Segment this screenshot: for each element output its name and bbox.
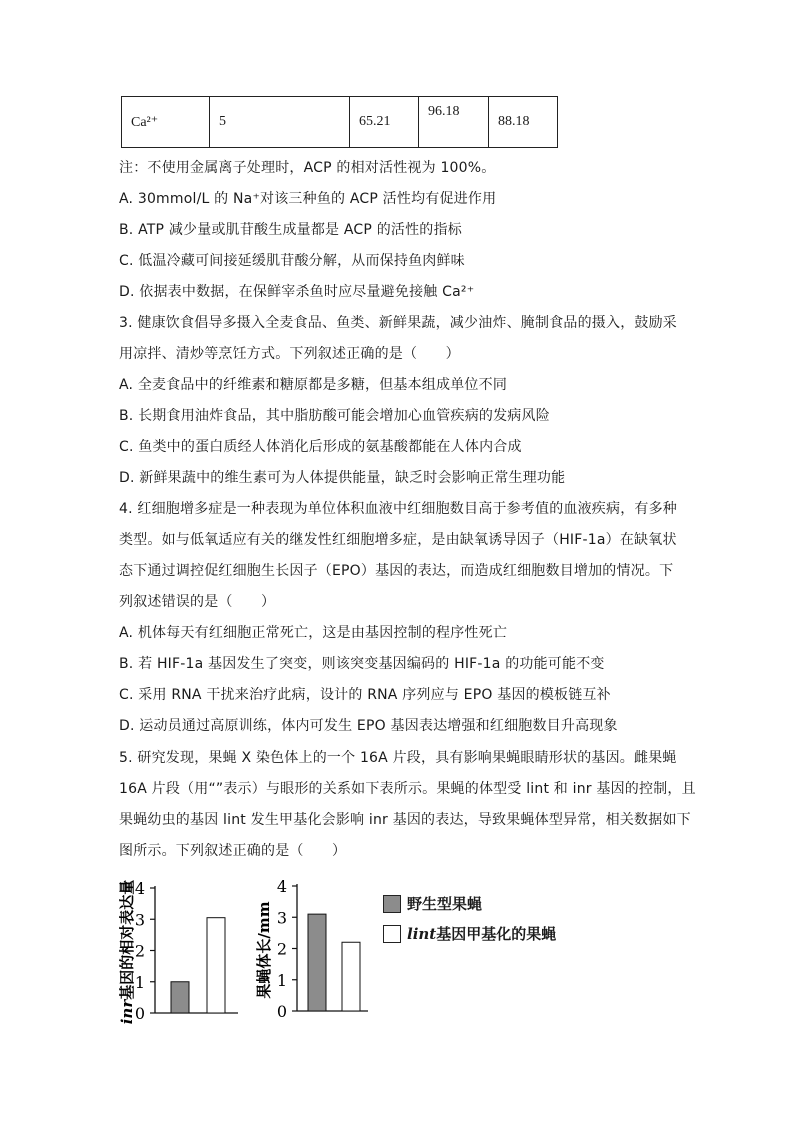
chart2-ylabel: 果蝇体长/mm: [255, 901, 273, 999]
chart1-bar-wild-type: [171, 982, 189, 1013]
chart2-bar-wild-type: [308, 914, 326, 1011]
q2-option-c: C. 低温冷藏可间接延缓肌苷酸分解，从而保持鱼肉鲜味: [119, 253, 465, 269]
table-note: 注：不使用金属离子处理时，ACP 的相对活性视为 100%。: [119, 160, 496, 176]
q2-option-d: D. 依据表中数据，在保鲜宰杀鱼时应尽量避免接触 Ca²⁺: [119, 284, 475, 300]
chart1-ylabel-italic: inr: [118, 999, 136, 1025]
q3-stem-line-1: 3. 健康饮食倡导多摄入全麦食品、鱼类、新鲜果蔬，减少油炸、腌制食品的摄入，鼓励采: [119, 315, 678, 331]
chart1-tick-label: 2: [134, 941, 145, 961]
q3-stem-line-2: 用凉拌、清炒等烹饪方式。下列叙述正确的是（ ）: [119, 346, 460, 362]
chart1-bar-lint-methylated: [207, 918, 225, 1013]
table-cell-concentration: 5: [210, 97, 350, 148]
legend-label-italic: lint: [407, 925, 437, 943]
legend-swatch-wild-type: [383, 895, 401, 913]
q4-stem-line-4: 列叙述错误的是（ ）: [119, 594, 276, 610]
chart2-tick-label: 0: [276, 1002, 287, 1021]
table-cell-value-2: [419, 97, 489, 148]
q4-option-c: C. 采用 RNA 干扰来治疗此病，设计的 RNA 序列应与 EPO 基因的模板链互补: [119, 687, 611, 703]
q3-option-b: B. 长期食用油炸食品，其中脂肪酸可能会增加心血管疾病的发病风险: [119, 408, 550, 424]
table-cell-value-3: 88.18: [489, 97, 558, 148]
legend-label-rest: 基因甲基化的果蝇: [436, 925, 557, 943]
inr-expression-chart: [110, 870, 250, 1030]
q2-option-a: A. 30mmol/L 的 Na⁺对该三种鱼的 ACP 活性均有促进作用: [119, 191, 497, 207]
q3-option-d: D. 新鲜果蔬中的维生素可为人体提供能量，缺乏时会影响正常生理功能: [119, 470, 566, 486]
legend-swatch-lint-methylated: [383, 925, 401, 943]
chart1-ylabel: [118, 880, 136, 1025]
q4-option-a: A. 机体每天有红细胞正常死亡，这是由基因控制的程序性死亡: [119, 625, 508, 641]
table-row: [122, 97, 558, 148]
q5-stem-line-3: 果蝇幼虫的基因 lint 发生甲基化会影响 inr 基因的表达，导致果蝇体型异常，相关数据如下: [119, 812, 691, 828]
q4-stem-line-3: 态下通过调控促红细胞生长因子（EPO）基因的表达，而造成红细胞数目增加的情况。下: [119, 563, 674, 579]
chart2-tick-label: 2: [276, 939, 287, 959]
chart1-tick-label: 4: [134, 879, 145, 898]
table-cell-ion: Ca²⁺: [122, 97, 210, 148]
q2-option-b: B. ATP 减少量或肌苷酸生成量都是 ACP 的活性的指标: [119, 222, 462, 238]
chart1-y-ticks: [135, 879, 155, 1023]
q4-stem-line-1: 4. 红细胞增多症是一种表现为单位体积血液中红细胞数目高于参考值的血液疾病，有多种: [119, 501, 678, 517]
chart2-tick-label: 4: [276, 877, 287, 896]
legend-label-lint-methylated: [407, 923, 556, 944]
chart2-bar-lint-methylated: [342, 942, 360, 1011]
legend-label-wild-type: 野生型果蝇: [407, 895, 483, 913]
table-cell-value-2-text: 96.18: [428, 104, 460, 119]
metal-ion-table: [121, 96, 558, 148]
q5-stem-line-1: 5. 研究发现，果蝇 X 染色体上的一个 16A 片段，具有影响果蝇眼睛形状的基因。雌果蝇: [119, 750, 677, 766]
body-length-chart: [255, 870, 375, 1030]
q3-option-c: C. 鱼类中的蛋白质经人体消化后形成的氨基酸都能在人体内合成: [119, 439, 522, 455]
chart1-tick-label: 0: [134, 1004, 145, 1023]
chart1-tick-label: 3: [134, 910, 145, 930]
chart2-tick-label: 1: [276, 970, 287, 990]
q4-stem-line-2: 类型。如与低氧适应有关的继发性红细胞增多症，是由缺氧诱导因子（HIF-1a）在缺氧状: [119, 532, 677, 548]
table-cell-value-1: 65.21: [350, 97, 419, 148]
q5-stem-line-2: 16A 片段（用“”表示）与眼形的关系如下表所示。果蝇的体型受 lint 和 inr 基因的控制，且: [119, 781, 696, 797]
q4-option-b: B. 若 HIF-1a 基因发生了突变，则该突变基因编码的 HIF-1a 的功能可能不变: [119, 656, 605, 672]
q3-option-a: A. 全麦食品中的纤维素和糖原都是多糖，但基本组成单位不同: [119, 377, 508, 393]
chart1-tick-label: 1: [134, 972, 145, 992]
q4-option-d: D. 运动员通过高原训练，体内可发生 EPO 基因表达增强和红细胞数目升高现象: [119, 718, 618, 734]
chart2-tick-label: 3: [276, 908, 287, 928]
chart2-y-ticks: [277, 877, 297, 1021]
q5-stem-line-4: 图所示。下列叙述正确的是（ ）: [119, 843, 347, 859]
chart1-ylabel-rest: 基因的相对表达量: [118, 879, 136, 1000]
